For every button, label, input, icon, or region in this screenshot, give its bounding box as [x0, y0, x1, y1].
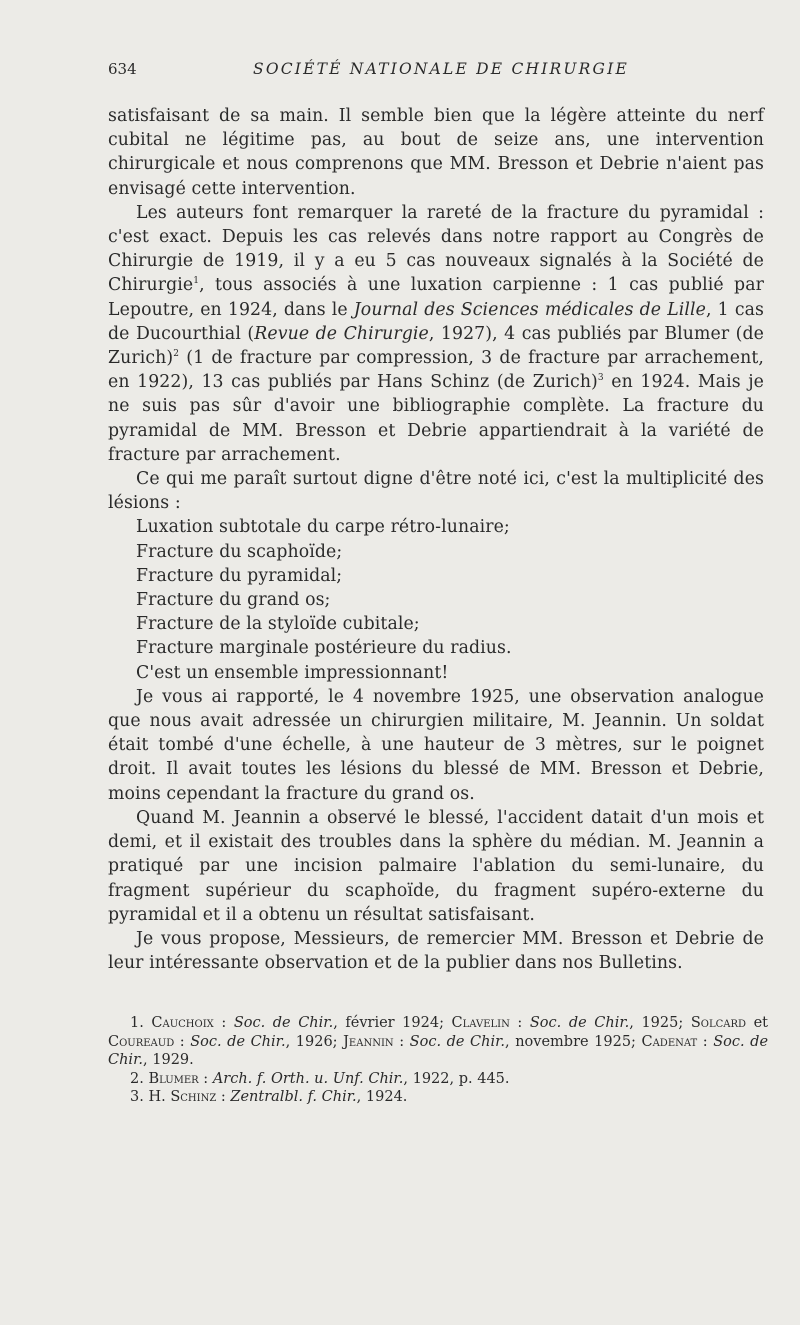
- paragraph-2-text-a: Les auteurs font remarquer la rareté de la fracture du pyramidal : c'est exact. Depuis les cas relevés dans notre rapport au Congrès de Chirurgie de 1919, il y a eu 5 cas nouveaux signalés à la Société de Chirurgie: [108, 202, 764, 296]
- footnote-author: Blumer: [148, 1070, 199, 1087]
- footnote-source: Soc. de Chir.: [409, 1033, 506, 1050]
- list-item: Fracture de la styloïde cubitale;: [136, 614, 420, 635]
- footnote-source: Soc. de Chir.: [233, 1015, 334, 1031]
- list-item: Fracture du grand os;: [136, 590, 331, 611]
- footnote-date: , 1925;: [629, 1015, 691, 1031]
- footnote-date: , 1929.: [143, 1052, 194, 1069]
- footnote-author: Cauchoix: [151, 1015, 214, 1031]
- list-item: Fracture du scaphoïde;: [136, 541, 343, 562]
- list-item: Fracture du pyramidal;: [136, 565, 343, 586]
- footnote-ref-1: 1: [193, 276, 200, 287]
- footnote-date: , novembre 1925;: [505, 1033, 642, 1050]
- footnote-3: 3. H. Schinz : Zentralbl. f. Chir., 1924.: [130, 1089, 408, 1106]
- footnote-date: , 1924.: [356, 1089, 408, 1106]
- footnote-2: 2. Blumer : Arch. f. Orth. u. Unf. Chir., 1922, p. 445.: [130, 1070, 510, 1087]
- paragraph-2-text-d: , 1927), 4 cas publiés par Blumer (de Zurich): [108, 323, 764, 369]
- paragraph-4: Je vous ai rapporté, le 4 novembre 1925, une observation analogue que nous avait adressée un chirurgien militaire, M. Jeannin. Un soldat était tombé d'une échelle, à une hauteur de 3 mètres, sur le poignet droit. Il avait toutes les lésions du blessé de MM. Bresson et Debrie, moins cependant la fracture du grand os.: [108, 686, 764, 804]
- paragraph-2-text-e: (1 de fracture par compression, 3 de fracture par arrachement, en 1922), 13 cas publiés par Hans Schinz (de Zurich): [108, 348, 764, 393]
- footnote-initial: H.: [148, 1089, 171, 1106]
- footnote-author: Clavelin: [451, 1015, 510, 1031]
- footnote-author: Coureaud: [108, 1033, 175, 1050]
- footnote-author: Schinz: [170, 1089, 217, 1106]
- body-text: [108, 104, 764, 975]
- list-item: Luxation subtotale du carpe rétro-lunaire;: [136, 517, 510, 538]
- footnote-author: Cadenat: [641, 1033, 698, 1050]
- paragraph-6: Je vous propose, Messieurs, de remercier MM. Bresson et Debrie de leur intéressante observation et de la publier dans nos Bulletins.: [108, 928, 764, 974]
- footnote-ref-3: 3: [597, 373, 604, 384]
- paragraph-2-text-c: , 1 cas de Ducourthial (: [108, 299, 764, 344]
- footnote-separator: et: [746, 1015, 768, 1031]
- paragraph-5: Quand M. Jeannin a observé le blessé, l'accident datait d'un mois et demi, et il existait des troubles dans la sphère du médian. M. Jeannin a pratiqué par une incision palmaire l'ablation du semi-lunaire, du fragment supérieur du scaphoïde, du fragment supéro-externe du pyramidal et il a obtenu un résultat satisfaisant.: [108, 807, 764, 925]
- paragraph-1: satisfaisant de sa main. Il semble bien que la légère atteinte du nerf cubital ne légitime pas, au bout de seize ans, une intervention chirurgicale et nous comprenons que MM. Bresson et Debrie n'aient pas envisagé cette intervention.: [108, 106, 764, 199]
- footnote-source: Arch. f. Orth. u. Unf. Chir.: [212, 1070, 404, 1087]
- footnote-number: 2.: [130, 1070, 144, 1087]
- footnote-author: Jeannin: [343, 1033, 394, 1050]
- footnote-1: 1. Cauchoix : Soc. de Chir., février 1924; Clavelin : Soc. de Chir., 1925; Solcard et Coureaud : Soc. de Chir., 1926; Jeannin : Soc. de Chir., novembre 1925; Cadenat : Soc. de Chir., 1929.: [108, 1015, 769, 1069]
- page-number: 634: [108, 60, 137, 78]
- page-header: [108, 60, 764, 86]
- footnote-source: Soc. de Chir.: [529, 1015, 630, 1031]
- paragraph-2: [108, 201, 764, 467]
- footnote-ref-2: 2: [173, 349, 180, 360]
- paragraph-2-text-f: en 1924. Mais je ne suis pas sûr d'avoir une bibliographie complète. La fracture du pyramidal de MM. Bresson et Debrie appartiendrait à la variété de fracture par arrachement.: [108, 372, 765, 465]
- list-item: C'est un ensemble impressionnant!: [136, 662, 449, 683]
- footnote-number: 1.: [130, 1015, 144, 1031]
- footnote-date: , février 1924;: [333, 1015, 452, 1031]
- paragraph-2-text-b: , tous associés à une luxation carpienne : 1 cas publié par Lepoutre, en 1924, dans le: [108, 275, 764, 320]
- footnote-source: Soc. de Chir.: [108, 1033, 769, 1069]
- footnote-author: Solcard: [690, 1015, 747, 1031]
- footnotes: [108, 1014, 768, 1107]
- footnote-date: , 1926;: [285, 1033, 344, 1050]
- footnote-source: Soc. de Chir.: [190, 1033, 286, 1050]
- journal-title: Journal des Sciences médicales de Lille: [353, 299, 706, 320]
- footnote-number: 3.: [130, 1089, 144, 1106]
- list-item: Fracture marginale postérieure du radius.: [136, 638, 512, 659]
- lesion-list: [108, 515, 764, 684]
- footnote-source: Zentralbl. f. Chir.: [230, 1089, 357, 1106]
- footnote-date: , 1922, p. 445.: [403, 1070, 510, 1087]
- revue-title: Revue de Chirurgie: [254, 323, 429, 344]
- running-title: SOCIÉTÉ NATIONALE DE CHIRURGIE: [253, 60, 629, 78]
- paragraph-3: Ce qui me paraît surtout digne d'être noté ici, c'est la multiplicité des lésions :: [108, 469, 764, 514]
